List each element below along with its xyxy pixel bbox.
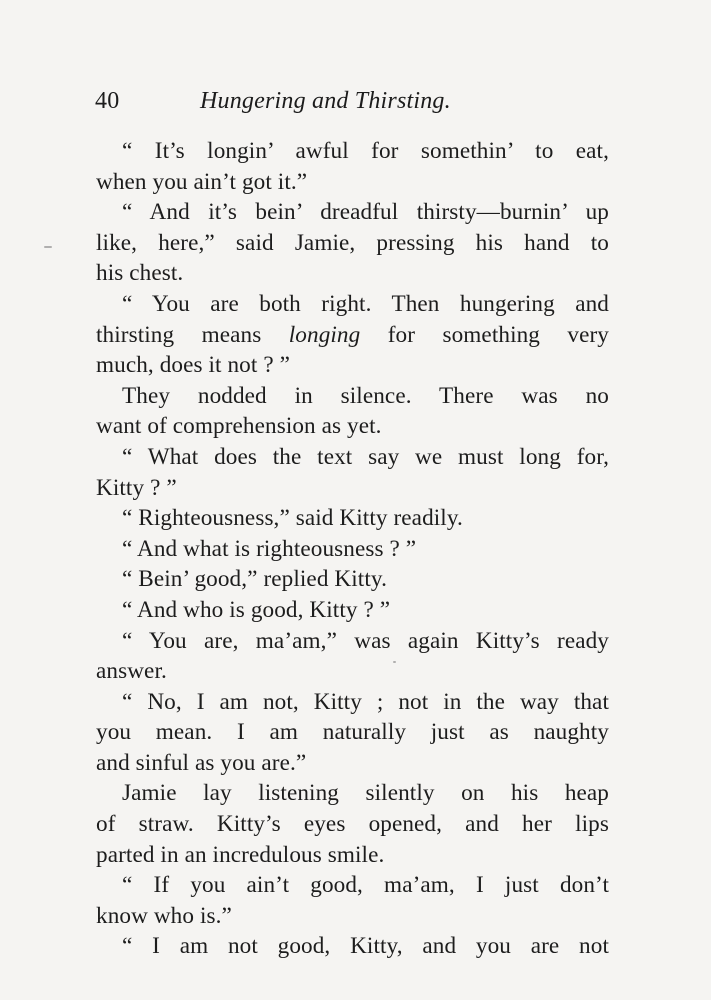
text-line: and sinful as you are.” <box>96 749 307 776</box>
text-line: you mean. I am naturally just as naughty <box>96 719 609 746</box>
text-line: “ And it’s bein’ dreadful thirsty—burnin’ up <box>122 199 609 226</box>
text-line: They nodded in silence. There was no <box>122 382 609 409</box>
text-line: Kitty ? ” <box>96 474 177 501</box>
text-line: “ And who is good, Kitty ? ” <box>122 596 391 623</box>
text-run: for something very <box>360 321 610 348</box>
running-head: Hungering and Thirsting. <box>200 88 451 114</box>
text-line: “ Righteousness,” said Kitty readily. <box>122 505 463 532</box>
page-header <box>95 83 515 119</box>
text-line: “ I am not good, Kitty, and you are not <box>122 933 609 960</box>
page-body <box>96 136 609 962</box>
text-line: his chest. <box>96 260 184 287</box>
emphasis-text: longing <box>288 321 361 348</box>
text-line: “ And what is righteousness ? ” <box>122 535 417 562</box>
text-line <box>96 320 609 351</box>
text-line: answer. <box>96 658 167 685</box>
text-line: “ If you ain’t good, ma’am, I just don’t <box>122 872 609 899</box>
text-line: “ You are both right. Then hungering and <box>122 290 609 317</box>
text-line: much, does it not ? ” <box>96 352 290 379</box>
text-line: like, here,” said Jamie, pressing his hand to <box>96 229 609 256</box>
text-line: of straw. Kitty’s eyes opened, and her lips <box>96 811 609 838</box>
text-line: “ You are, ma’am,” was again Kitty’s ready <box>122 627 609 654</box>
text-line: parted in an incredulous smile. <box>96 841 385 868</box>
text-line: “ Bein’ good,” replied Kitty. <box>122 566 387 593</box>
paper-speck <box>393 661 396 663</box>
text-line: “ It’s longin’ awful for somethin’ to eat, <box>122 138 609 164</box>
page-number: 40 <box>95 88 120 114</box>
text-run: thirsting means <box>96 321 289 348</box>
text-line: Jamie lay listening silently on his heap <box>122 780 609 807</box>
text-line: “ No, I am not, Kitty ; not in the way that <box>122 688 609 715</box>
text-line: know who is.” <box>96 902 232 929</box>
paper-speck <box>44 246 52 248</box>
text-line: when you ain’t got it.” <box>96 168 308 195</box>
text-line: “ What does the text say we must long for, <box>122 443 609 470</box>
text-line: want of comprehension as yet. <box>96 413 382 440</box>
